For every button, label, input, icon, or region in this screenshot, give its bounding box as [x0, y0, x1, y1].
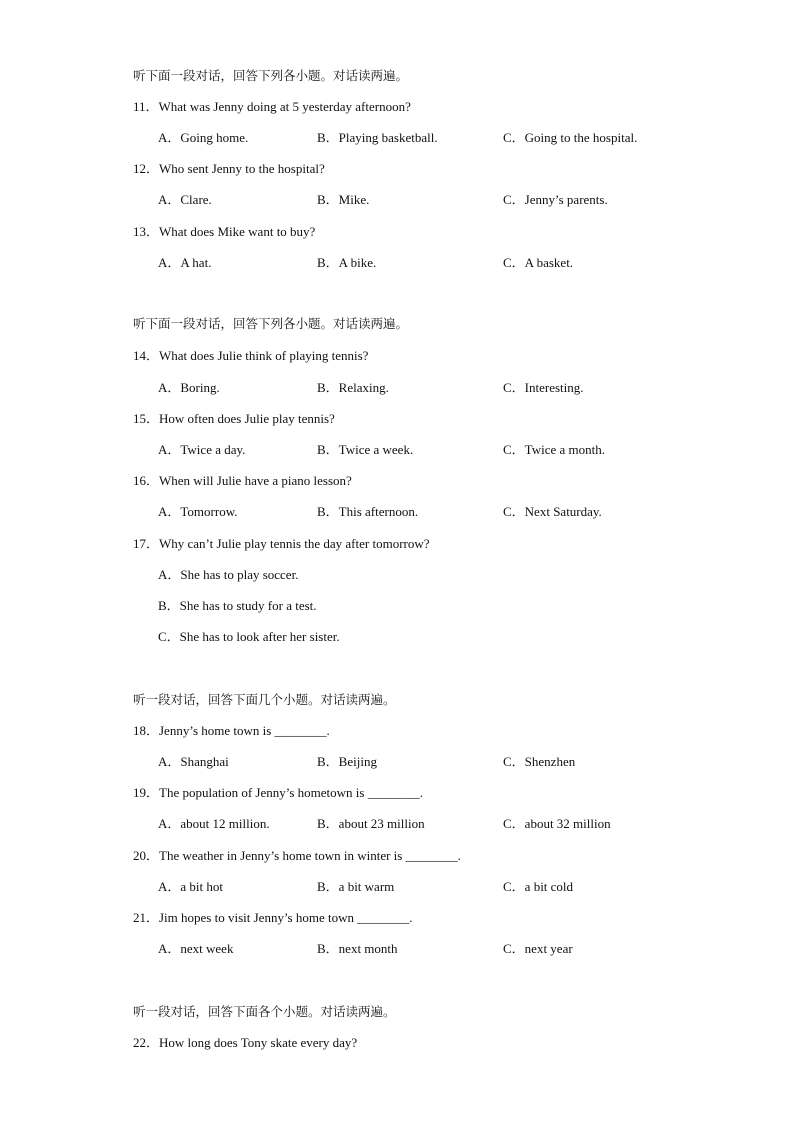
option-c[interactable]: C．a bit cold — [503, 879, 574, 894]
option-c[interactable]: C．next year — [503, 941, 573, 956]
option-a[interactable]: A．about 12 million. — [158, 816, 270, 831]
section-instruction: 听下面一段对话，回答下列各小题。对话读两遍。 — [133, 68, 409, 83]
question-text: 20．The weather in Jenny’s home town in winter is ________. — [133, 848, 461, 863]
question-text: 22．How long does Tony skate every day? — [133, 1035, 358, 1050]
option-c[interactable]: C．Shenzhen — [503, 754, 576, 769]
option-b[interactable]: B．Mike. — [317, 192, 370, 207]
section-instruction: 听下面一段对话，回答下列各小题。对话读两遍。 — [133, 316, 409, 331]
question-text: 11．What was Jenny doing at 5 yesterday afternoon? — [133, 99, 411, 114]
option-a[interactable]: A．next week — [158, 941, 234, 956]
option-c[interactable]: C．Going to the hospital. — [503, 130, 638, 145]
question-text: 13．What does Mike want to buy? — [133, 224, 316, 239]
question-text: 16．When will Julie have a piano lesson? — [133, 473, 352, 488]
option-c[interactable]: C．Next Saturday. — [503, 504, 602, 519]
option-b[interactable]: B．She has to study for a test. — [158, 598, 317, 613]
section-instruction: 听一段对话，回答下面几个小题。对话读两遍。 — [133, 692, 396, 707]
option-a[interactable]: A．A hat. — [158, 255, 212, 270]
option-a[interactable]: A．a bit hot — [158, 879, 223, 894]
option-b[interactable]: B．Relaxing. — [317, 380, 389, 395]
option-c[interactable]: C．Twice a month. — [503, 442, 605, 457]
section-instruction: 听一段对话，回答下面各个小题。对话读两遍。 — [133, 1004, 396, 1019]
option-b[interactable]: B．Playing basketball. — [317, 130, 438, 145]
option-a[interactable]: A．Going home. — [158, 130, 249, 145]
option-b[interactable]: B．A bike. — [317, 255, 377, 270]
option-b[interactable]: B．next month — [317, 941, 398, 956]
option-a[interactable]: A．Shanghai — [158, 754, 229, 769]
option-a[interactable]: A．Tomorrow. — [158, 504, 238, 519]
option-b[interactable]: B．a bit warm — [317, 879, 395, 894]
question-text: 17．Why can’t Julie play tennis the day after tomorrow? — [133, 536, 430, 551]
question-text: 21．Jim hopes to visit Jenny’s home town ________. — [133, 910, 413, 925]
option-c[interactable]: C．She has to look after her sister. — [158, 629, 340, 644]
option-c[interactable]: C．A basket. — [503, 255, 574, 270]
option-a[interactable]: A．Boring. — [158, 380, 220, 395]
option-b[interactable]: B．This afternoon. — [317, 504, 419, 519]
option-c[interactable]: C．about 32 million — [503, 816, 611, 831]
option-a[interactable]: A．She has to play soccer. — [158, 567, 299, 582]
question-text: 14．What does Julie think of playing tennis? — [133, 348, 369, 363]
option-c[interactable]: C．Interesting. — [503, 380, 584, 395]
option-b[interactable]: B．about 23 million — [317, 816, 425, 831]
question-text: 12．Who sent Jenny to the hospital? — [133, 161, 325, 176]
option-b[interactable]: B．Beijing — [317, 754, 377, 769]
option-c[interactable]: C．Jenny’s parents. — [503, 192, 608, 207]
question-text: 15．How often does Julie play tennis? — [133, 411, 335, 426]
question-text: 19．The population of Jenny’s hometown is ________. — [133, 785, 423, 800]
option-b[interactable]: B．Twice a week. — [317, 442, 414, 457]
question-text: 18．Jenny’s home town is ________. — [133, 723, 330, 738]
option-a[interactable]: A．Twice a day. — [158, 442, 246, 457]
option-a[interactable]: A．Clare. — [158, 192, 212, 207]
